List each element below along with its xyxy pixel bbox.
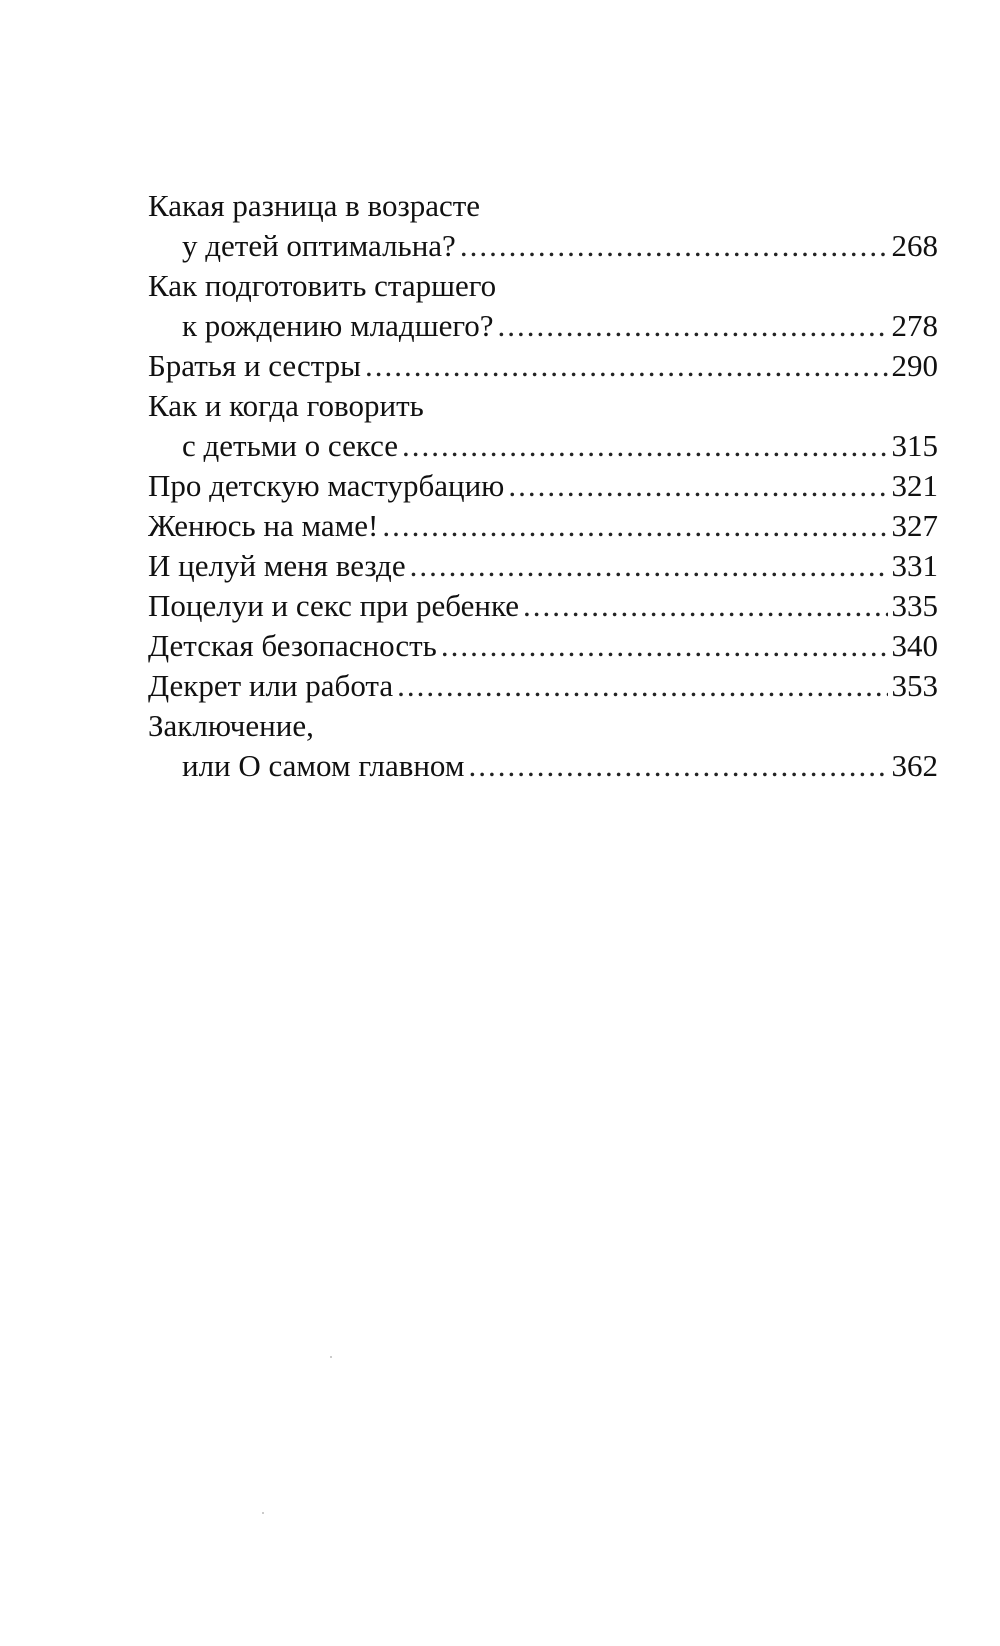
dot-leader: [460, 226, 888, 266]
toc-entry-title: И целуй меня везде: [148, 548, 406, 583]
toc-entry-title-continued: у детей оптимальна?: [182, 228, 456, 263]
dot-leader: [468, 746, 887, 786]
toc-entry-title: Какая разница в возрасте: [148, 188, 481, 223]
toc-entry: [148, 626, 938, 666]
toc-entry: [148, 586, 938, 626]
toc-entry-title: Братья и сестры: [148, 348, 361, 383]
toc-entry: [148, 386, 938, 466]
toc-entry: [148, 186, 938, 266]
toc-entry-title-continued: с детьми о сексе: [182, 428, 399, 463]
toc-entry-title: Заключение,: [148, 708, 314, 743]
toc-page-number: 353: [891, 668, 938, 703]
dot-leader: [397, 666, 887, 706]
dot-leader: [382, 506, 887, 546]
dot-leader: [402, 426, 887, 466]
toc-entry-title: Как подготовить старшего: [148, 268, 497, 303]
toc-entry-title: Детская безопасность: [148, 628, 437, 663]
toc-page-number: 340: [891, 628, 938, 663]
toc-entry-title-continued: к рождению младшего?: [182, 308, 494, 343]
dot-leader: [365, 346, 888, 386]
toc-entry-title: Про детскую мастурбацию: [148, 468, 505, 503]
dot-leader: [508, 466, 887, 506]
toc-entry: [148, 346, 938, 386]
toc-entry-title: Женюсь на маме!: [148, 508, 379, 543]
toc-entry: [148, 706, 938, 786]
toc-entry-title: Поцелуи и секс при ребенке: [148, 588, 520, 623]
table-of-contents: [148, 186, 938, 786]
toc-entry-title: Как и когда говорить: [148, 388, 424, 423]
dot-leader: [523, 586, 887, 626]
paper-speck: [330, 1356, 332, 1358]
dot-leader: [441, 626, 888, 666]
toc-page-number: 290: [891, 348, 938, 383]
toc-page-number: 321: [891, 468, 938, 503]
toc-page-number: 278: [891, 308, 938, 343]
toc-entry-title-continued: или О самом главном: [182, 748, 465, 783]
toc-page-number: 335: [891, 588, 938, 623]
toc-entry: [148, 466, 938, 506]
toc-entry: [148, 266, 938, 346]
paper-speck: [262, 1512, 264, 1514]
toc-entry-title: Декрет или работа: [148, 668, 394, 703]
dot-leader: [498, 306, 888, 346]
dot-leader: [410, 546, 888, 586]
toc-entry: [148, 506, 938, 546]
toc-page-number: 362: [891, 748, 938, 783]
toc-entry: [148, 666, 938, 706]
toc-page-number: 327: [891, 508, 938, 543]
toc-page-number: 315: [891, 428, 938, 463]
toc-page-number: 331: [891, 548, 938, 583]
toc-entry: [148, 546, 938, 586]
toc-page-number: 268: [891, 228, 938, 263]
